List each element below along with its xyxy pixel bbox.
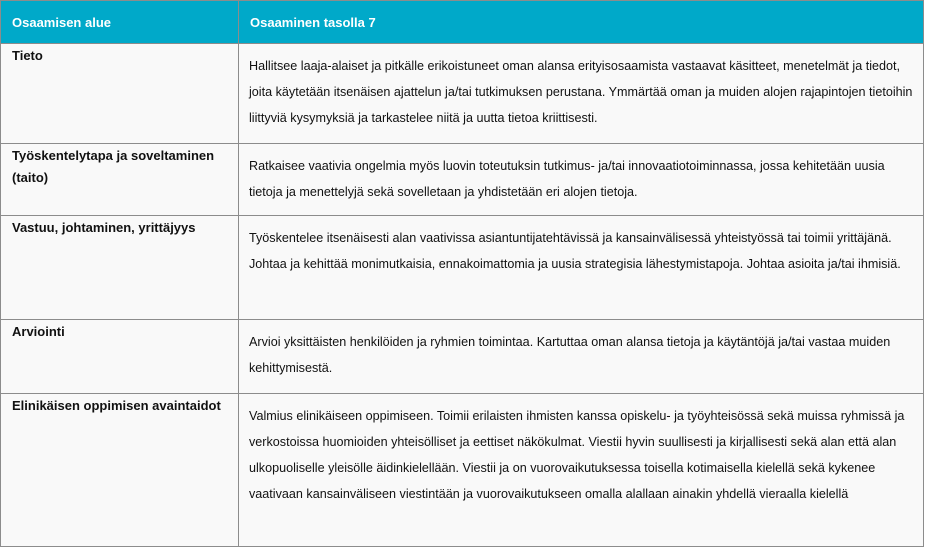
area-label: Työskentelytapa ja soveltaminen (taito)	[1, 144, 239, 216]
table-header-row	[1, 1, 924, 44]
area-label: Arviointi	[1, 320, 239, 394]
table-row	[1, 144, 924, 216]
area-label: Vastuu, johtaminen, yrittäjyys	[1, 216, 239, 320]
table-row	[1, 394, 924, 547]
area-label: Elinikäisen oppimisen avaintaidot	[1, 394, 239, 547]
area-description: Työskentelee itsenäisesti alan vaativissa asiantuntijatehtävissä ja kansainvälisessä yhteistyössä tai toimii yrittäjänä. Johtaa ja kehittää monimutkaisia, ennakoimattomia ja uusia strategisia lähestymistapoja. Johtaa asioita ja/tai ihmisiä.	[239, 216, 924, 320]
area-label: Tieto	[1, 44, 239, 144]
header-area: Osaamisen alue	[1, 1, 239, 44]
table-row	[1, 320, 924, 394]
header-level: Osaaminen tasolla 7	[239, 1, 924, 44]
area-description: Hallitsee laaja-alaiset ja pitkälle erikoistuneet oman alansa erityisosaamista vastaavat käsitteet, menetelmät ja tiedot, joita käytetään itsenäisen ajattelun ja/tai tutkimuksen perustana. Ymmärtää oman ja muiden alojen rajapintojen tietoihin liittyviä kysymyksiä ja tarkastelee niitä ja uutta tietoa kriittisesti.	[239, 44, 924, 144]
table-row	[1, 44, 924, 144]
table-row	[1, 216, 924, 320]
area-description: Ratkaisee vaativia ongelmia myös luovin toteutuksin tutkimus- ja/tai innovaatiotoiminnassa, jossa kehitetään uusia tietoja ja menettelyjä sekä sovelletaan ja yhdistetään eri alojen tietoja.	[239, 144, 924, 216]
area-description: Valmius elinikäiseen oppimiseen. Toimii erilaisten ihmisten kanssa opiskelu- ja työyhteisössä sekä muissa ryhmissä ja verkostoissa huomioiden yhteisölliset ja eettiset näkökulmat. Viestii hyvin suullisesti ja kirjallisesti sekä alan että alan ulkopuoliselle yleisölle äidinkielellään. Viestii ja on vuorovaikutuksessa toisella kotimaisella kielellä sekä kykenee vaativaan kansainväliseen viestintään ja vuorovaikutukseen omalla alallaan ainakin yhdellä vieraalla kielellä	[239, 394, 924, 547]
area-description: Arvioi yksittäisten henkilöiden ja ryhmien toimintaa. Kartuttaa oman alansa tietoja ja käytäntöjä ja/tai vastaa muiden kehittymisestä.	[239, 320, 924, 394]
